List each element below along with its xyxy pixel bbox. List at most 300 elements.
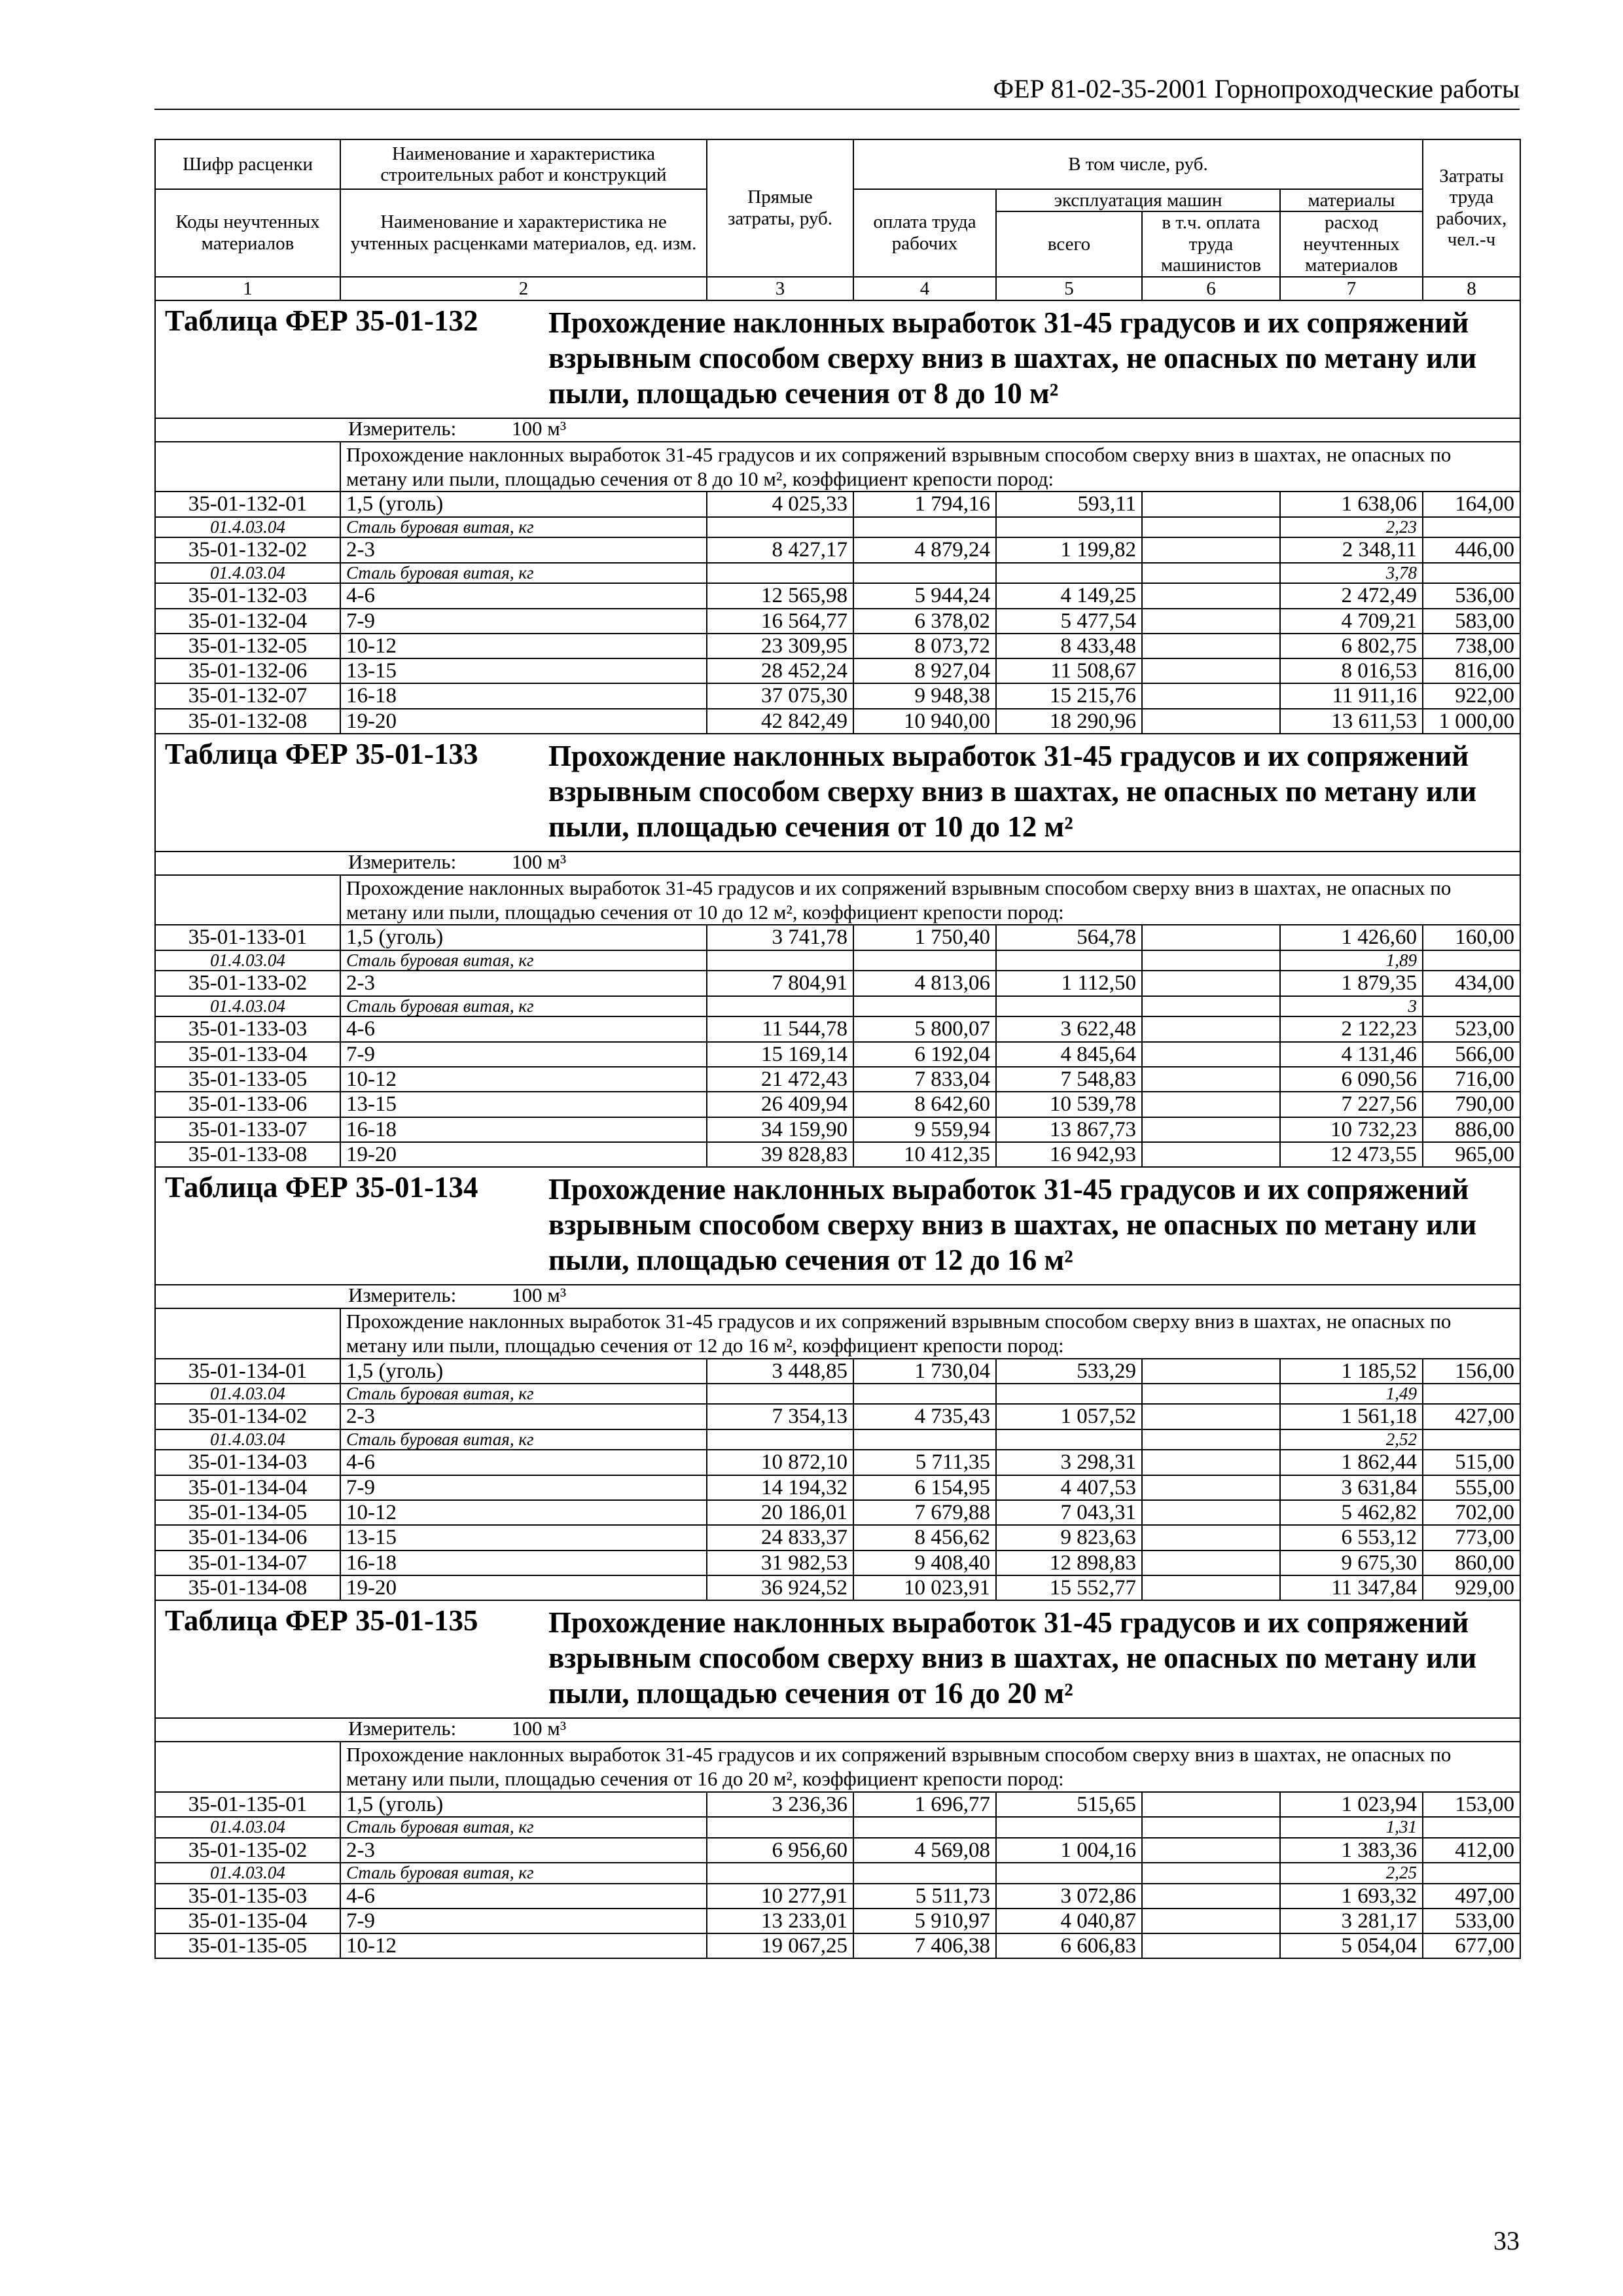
materials: 1 426,60 bbox=[1280, 925, 1423, 950]
empty-cell bbox=[707, 1817, 853, 1838]
material-code: 01.4.03.04 bbox=[155, 950, 340, 971]
machinist-pay bbox=[1142, 1909, 1280, 1933]
materials: 3 281,17 bbox=[1280, 1909, 1423, 1933]
table-title-box bbox=[161, 301, 1514, 418]
material-name: Сталь буровая витая, кг bbox=[340, 563, 707, 584]
col-header-machines-total: всего bbox=[996, 211, 1142, 276]
materials: 2 348,11 bbox=[1280, 537, 1423, 562]
rate-code: 35-01-134-05 bbox=[155, 1500, 340, 1525]
material-code: 01.4.03.04 bbox=[155, 563, 340, 584]
empty-cell bbox=[1423, 1863, 1520, 1884]
table-title-cell bbox=[155, 1167, 1520, 1285]
empty-cell bbox=[707, 1429, 853, 1450]
material-consumption: 1,49 bbox=[1280, 1384, 1423, 1405]
measurer-label: Измеритель: bbox=[348, 416, 457, 440]
material-name: Сталь буровая витая, кг bbox=[340, 1863, 707, 1884]
direct-costs: 34 159,90 bbox=[707, 1117, 853, 1142]
description-spacer bbox=[155, 1742, 340, 1791]
direct-costs: 13 233,01 bbox=[707, 1909, 853, 1933]
labor-hours: 702,00 bbox=[1423, 1500, 1520, 1525]
machinist-pay bbox=[1142, 1042, 1280, 1067]
worker-pay: 1 696,77 bbox=[853, 1792, 996, 1817]
direct-costs: 21 472,43 bbox=[707, 1067, 853, 1092]
machinist-pay bbox=[1142, 583, 1280, 608]
labor-hours: 412,00 bbox=[1423, 1838, 1520, 1863]
direct-costs: 10 872,10 bbox=[707, 1450, 853, 1475]
rate-code: 35-01-135-05 bbox=[155, 1933, 340, 1958]
rate-code: 35-01-132-05 bbox=[155, 634, 340, 658]
machinist-pay bbox=[1142, 658, 1280, 683]
running-header: ФЕР 81-02-35-2001 Горнопроходческие работы bbox=[993, 74, 1520, 103]
measurer-label: Измеритель: bbox=[348, 1283, 457, 1307]
materials: 6 553,12 bbox=[1280, 1525, 1423, 1550]
empty-cell bbox=[1423, 996, 1520, 1017]
work-name: 1,5 (уголь) bbox=[340, 925, 707, 950]
table-row bbox=[155, 537, 1520, 562]
machinist-pay bbox=[1142, 1092, 1280, 1117]
measurer-row bbox=[155, 1718, 1520, 1742]
table-title-cell bbox=[155, 300, 1520, 418]
measurer bbox=[161, 1719, 1514, 1741]
empty-cell bbox=[996, 1863, 1142, 1884]
measurer-row bbox=[155, 852, 1520, 875]
material-code: 01.4.03.04 bbox=[155, 517, 340, 538]
materials: 1 638,06 bbox=[1280, 492, 1423, 516]
measurer-label: Измеритель: bbox=[348, 1717, 457, 1740]
col-number: 6 bbox=[1142, 277, 1280, 300]
empty-cell bbox=[853, 517, 996, 538]
machines-total: 7 548,83 bbox=[996, 1067, 1142, 1092]
worker-pay: 5 711,35 bbox=[853, 1450, 996, 1475]
work-name: 4-6 bbox=[340, 1450, 707, 1475]
empty-cell bbox=[1142, 1817, 1280, 1838]
labor-hours: 790,00 bbox=[1423, 1092, 1520, 1117]
machines-total: 4 040,87 bbox=[996, 1909, 1142, 1933]
table-title: Прохождение наклонных выработок 31-45 градусов и их сопряжений взрывным способом сверху вниз в шахтах, не опасных по метану или пыли, площадью сечения от 8 до 10 м² bbox=[548, 306, 1477, 410]
header-rule bbox=[154, 109, 1520, 110]
work-description: Прохождение наклонных выработок 31-45 градусов и их сопряжений взрывным способом сверху вниз в шахтах, не опасных по метану или пыли, площадью сечения от 10 до 12 м², коэффициент крепости пород: bbox=[340, 875, 1520, 925]
machinist-pay bbox=[1142, 1884, 1280, 1909]
machinist-pay bbox=[1142, 683, 1280, 708]
work-name: 19-20 bbox=[340, 709, 707, 734]
rate-code: 35-01-134-03 bbox=[155, 1450, 340, 1475]
empty-cell bbox=[1142, 996, 1280, 1017]
material-consumption: 2,23 bbox=[1280, 517, 1423, 538]
col-number: 8 bbox=[1423, 277, 1520, 300]
materials: 1 862,44 bbox=[1280, 1450, 1423, 1475]
rate-code: 35-01-135-02 bbox=[155, 1838, 340, 1863]
table-row bbox=[155, 1909, 1520, 1933]
work-name: 2-3 bbox=[340, 1838, 707, 1863]
rate-code: 35-01-134-08 bbox=[155, 1575, 340, 1600]
table-row bbox=[155, 1404, 1520, 1429]
worker-pay: 10 940,00 bbox=[853, 709, 996, 734]
worker-pay: 1 730,04 bbox=[853, 1359, 996, 1384]
worker-pay: 5 511,73 bbox=[853, 1884, 996, 1909]
table-title: Прохождение наклонных выработок 31-45 градусов и их сопряжений взрывным способом сверху вниз в шахтах, не опасных по метану или пыли, площадью сечения от 16 до 20 м² bbox=[548, 1606, 1477, 1710]
table-row bbox=[155, 709, 1520, 734]
rate-code: 35-01-132-01 bbox=[155, 492, 340, 516]
material-subrow bbox=[155, 996, 1520, 1017]
material-consumption: 2,52 bbox=[1280, 1429, 1423, 1450]
machines-total: 3 072,86 bbox=[996, 1884, 1142, 1909]
labor-hours: 860,00 bbox=[1423, 1551, 1520, 1575]
labor-hours: 965,00 bbox=[1423, 1142, 1520, 1167]
machinist-pay bbox=[1142, 925, 1280, 950]
machines-total: 16 942,93 bbox=[996, 1142, 1142, 1167]
col-header-machines: эксплуатация машин bbox=[996, 189, 1280, 211]
work-name: 1,5 (уголь) bbox=[340, 492, 707, 516]
machines-total: 18 290,96 bbox=[996, 709, 1142, 734]
table-row bbox=[155, 925, 1520, 950]
labor-hours: 583,00 bbox=[1423, 609, 1520, 634]
work-name: 10-12 bbox=[340, 634, 707, 658]
empty-cell bbox=[1423, 1817, 1520, 1838]
machines-total: 1 004,16 bbox=[996, 1838, 1142, 1863]
work-description: Прохождение наклонных выработок 31-45 градусов и их сопряжений взрывным способом сверху вниз в шахтах, не опасных по метану или пыли, площадью сечения от 16 до 20 м², коэффициент крепости пород: bbox=[340, 1742, 1520, 1791]
work-name: 16-18 bbox=[340, 1551, 707, 1575]
table-row bbox=[155, 609, 1520, 634]
machinist-pay bbox=[1142, 1500, 1280, 1525]
measurer-unit: 100 м³ bbox=[512, 850, 567, 873]
measurer bbox=[161, 852, 1514, 874]
rate-code: 35-01-133-04 bbox=[155, 1042, 340, 1067]
worker-pay: 9 948,38 bbox=[853, 683, 996, 708]
col-header-materials: материалы bbox=[1280, 189, 1423, 211]
direct-costs: 16 564,77 bbox=[707, 609, 853, 634]
direct-costs: 10 277,91 bbox=[707, 1884, 853, 1909]
table-title-cell bbox=[155, 734, 1520, 852]
worker-pay: 9 559,94 bbox=[853, 1117, 996, 1142]
empty-cell bbox=[1423, 1384, 1520, 1405]
col-header-direct-costs: Прямые затраты, руб. bbox=[707, 139, 853, 277]
labor-hours: 555,00 bbox=[1423, 1475, 1520, 1500]
material-consumption: 3 bbox=[1280, 996, 1423, 1017]
machinist-pay bbox=[1142, 1016, 1280, 1041]
machines-total: 13 867,73 bbox=[996, 1117, 1142, 1142]
direct-costs: 19 067,25 bbox=[707, 1933, 853, 1958]
direct-costs: 26 409,94 bbox=[707, 1092, 853, 1117]
machinist-pay bbox=[1142, 971, 1280, 996]
machines-total: 6 606,83 bbox=[996, 1933, 1142, 1958]
machines-total: 564,78 bbox=[996, 925, 1142, 950]
worker-pay: 8 456,62 bbox=[853, 1525, 996, 1550]
direct-costs: 15 169,14 bbox=[707, 1042, 853, 1067]
direct-costs: 7 804,91 bbox=[707, 971, 853, 996]
table-title-row bbox=[155, 300, 1520, 418]
machines-total: 593,11 bbox=[996, 492, 1142, 516]
direct-costs: 6 956,60 bbox=[707, 1838, 853, 1863]
rate-code: 35-01-133-01 bbox=[155, 925, 340, 950]
worker-pay: 1 750,40 bbox=[853, 925, 996, 950]
rate-code: 35-01-132-07 bbox=[155, 683, 340, 708]
table-row bbox=[155, 683, 1520, 708]
worker-pay: 7 833,04 bbox=[853, 1067, 996, 1092]
rate-code: 35-01-132-03 bbox=[155, 583, 340, 608]
worker-pay: 5 944,24 bbox=[853, 583, 996, 608]
machinist-pay bbox=[1142, 1551, 1280, 1575]
direct-costs: 7 354,13 bbox=[707, 1404, 853, 1429]
material-code: 01.4.03.04 bbox=[155, 996, 340, 1017]
machinist-pay bbox=[1142, 1067, 1280, 1092]
worker-pay: 7 406,38 bbox=[853, 1933, 996, 1958]
worker-pay: 6 154,95 bbox=[853, 1475, 996, 1500]
page-number: 33 bbox=[1493, 2226, 1520, 2255]
material-consumption: 1,89 bbox=[1280, 950, 1423, 971]
col-number: 4 bbox=[853, 277, 996, 300]
material-name: Сталь буровая витая, кг bbox=[340, 1817, 707, 1838]
table-title-row bbox=[155, 1600, 1520, 1718]
empty-cell bbox=[853, 563, 996, 584]
labor-hours: 164,00 bbox=[1423, 492, 1520, 516]
empty-cell bbox=[1423, 950, 1520, 971]
table-row bbox=[155, 1575, 1520, 1600]
table-row bbox=[155, 1092, 1520, 1117]
work-name: 16-18 bbox=[340, 1117, 707, 1142]
direct-costs: 42 842,49 bbox=[707, 709, 853, 734]
direct-costs: 4 025,33 bbox=[707, 492, 853, 516]
rate-code: 35-01-133-08 bbox=[155, 1142, 340, 1167]
machines-total: 12 898,83 bbox=[996, 1551, 1142, 1575]
empty-cell bbox=[1142, 563, 1280, 584]
table-row bbox=[155, 1884, 1520, 1909]
empty-cell bbox=[853, 1817, 996, 1838]
description-row bbox=[155, 1742, 1520, 1791]
machinist-pay bbox=[1142, 1404, 1280, 1429]
labor-hours: 886,00 bbox=[1423, 1117, 1520, 1142]
machinist-pay bbox=[1142, 1475, 1280, 1500]
table-row bbox=[155, 1042, 1520, 1067]
table-row bbox=[155, 1067, 1520, 1092]
table-title-cell bbox=[155, 1600, 1520, 1718]
col-header-code: Шифр расценки bbox=[155, 139, 340, 189]
table-row bbox=[155, 658, 1520, 683]
work-name: 2-3 bbox=[340, 537, 707, 562]
direct-costs: 37 075,30 bbox=[707, 683, 853, 708]
description-spacer bbox=[155, 1308, 340, 1358]
material-subrow bbox=[155, 950, 1520, 971]
materials: 4 131,46 bbox=[1280, 1042, 1423, 1067]
table-number: Таблица ФЕР 35-01-135 bbox=[165, 1604, 478, 1638]
empty-cell bbox=[853, 996, 996, 1017]
empty-cell bbox=[996, 1429, 1142, 1450]
measurer-cell bbox=[155, 418, 1520, 442]
direct-costs: 20 186,01 bbox=[707, 1500, 853, 1525]
materials: 11 347,84 bbox=[1280, 1575, 1423, 1600]
work-name: 19-20 bbox=[340, 1575, 707, 1600]
labor-hours: 1 000,00 bbox=[1423, 709, 1520, 734]
table-row bbox=[155, 1475, 1520, 1500]
machines-total: 4 407,53 bbox=[996, 1475, 1142, 1500]
col-number: 1 bbox=[155, 277, 340, 300]
machines-total: 10 539,78 bbox=[996, 1092, 1142, 1117]
worker-pay: 8 927,04 bbox=[853, 658, 996, 683]
machines-total: 7 043,31 bbox=[996, 1500, 1142, 1525]
materials: 1 879,35 bbox=[1280, 971, 1423, 996]
labor-hours: 738,00 bbox=[1423, 634, 1520, 658]
col-header-material-names: Наименование и характеристика не учтенных расценками материалов, ед. изм. bbox=[340, 189, 707, 277]
labor-hours: 515,00 bbox=[1423, 1450, 1520, 1475]
material-consumption: 1,31 bbox=[1280, 1817, 1423, 1838]
worker-pay: 5 800,07 bbox=[853, 1016, 996, 1041]
col-header-labor-hours: Затраты труда рабочих, чел.-ч bbox=[1423, 139, 1520, 277]
labor-hours: 566,00 bbox=[1423, 1042, 1520, 1067]
machinist-pay bbox=[1142, 1933, 1280, 1958]
work-name: 19-20 bbox=[340, 1142, 707, 1167]
material-consumption: 3,78 bbox=[1280, 563, 1423, 584]
material-code: 01.4.03.04 bbox=[155, 1384, 340, 1405]
col-header-material-codes: Коды неучтенных материалов bbox=[155, 189, 340, 277]
worker-pay: 7 679,88 bbox=[853, 1500, 996, 1525]
measurer-cell bbox=[155, 852, 1520, 875]
table-row bbox=[155, 1117, 1520, 1142]
table-number: Таблица ФЕР 35-01-134 bbox=[165, 1171, 478, 1204]
labor-hours: 536,00 bbox=[1423, 583, 1520, 608]
materials: 5 054,04 bbox=[1280, 1933, 1423, 1958]
work-name: 2-3 bbox=[340, 1404, 707, 1429]
material-code: 01.4.03.04 bbox=[155, 1863, 340, 1884]
description-row bbox=[155, 442, 1520, 492]
rate-code: 35-01-134-01 bbox=[155, 1359, 340, 1384]
labor-hours: 816,00 bbox=[1423, 658, 1520, 683]
table-row bbox=[155, 1525, 1520, 1550]
materials: 13 611,53 bbox=[1280, 709, 1423, 734]
measurer-unit: 100 м³ bbox=[512, 1717, 567, 1740]
table-title-row bbox=[155, 734, 1520, 852]
labor-hours: 922,00 bbox=[1423, 683, 1520, 708]
rate-code: 35-01-135-01 bbox=[155, 1792, 340, 1817]
materials: 2 122,23 bbox=[1280, 1016, 1423, 1041]
work-name: 4-6 bbox=[340, 1016, 707, 1041]
work-name: 13-15 bbox=[340, 1525, 707, 1550]
empty-cell bbox=[853, 1384, 996, 1405]
col-header-included: В том числе, руб. bbox=[853, 139, 1423, 189]
materials: 6 802,75 bbox=[1280, 634, 1423, 658]
direct-costs: 36 924,52 bbox=[707, 1575, 853, 1600]
table-title-box bbox=[161, 734, 1514, 851]
direct-costs: 12 565,98 bbox=[707, 583, 853, 608]
empty-cell bbox=[707, 517, 853, 538]
work-name: 10-12 bbox=[340, 1067, 707, 1092]
worker-pay: 4 813,06 bbox=[853, 971, 996, 996]
worker-pay: 6 192,04 bbox=[853, 1042, 996, 1067]
description-spacer bbox=[155, 442, 340, 492]
machinist-pay bbox=[1142, 709, 1280, 734]
material-name: Сталь буровая витая, кг bbox=[340, 517, 707, 538]
labor-hours: 523,00 bbox=[1423, 1016, 1520, 1041]
col-number: 7 bbox=[1280, 277, 1423, 300]
col-header-worker-pay: оплата труда рабочих bbox=[853, 189, 996, 277]
material-consumption: 2,25 bbox=[1280, 1863, 1423, 1884]
worker-pay: 4 569,08 bbox=[853, 1838, 996, 1863]
empty-cell bbox=[996, 517, 1142, 538]
labor-hours: 497,00 bbox=[1423, 1884, 1520, 1909]
work-description: Прохождение наклонных выработок 31-45 градусов и их сопряжений взрывным способом сверху вниз в шахтах, не опасных по метану или пыли, площадью сечения от 8 до 10 м², коэффициент крепости пород: bbox=[340, 442, 1520, 492]
material-code: 01.4.03.04 bbox=[155, 1817, 340, 1838]
worker-pay: 4 735,43 bbox=[853, 1404, 996, 1429]
table-row bbox=[155, 634, 1520, 658]
rate-code: 35-01-134-04 bbox=[155, 1475, 340, 1500]
work-name: 10-12 bbox=[340, 1500, 707, 1525]
table-title-row bbox=[155, 1167, 1520, 1285]
measurer-cell bbox=[155, 1285, 1520, 1308]
empty-cell bbox=[1423, 1429, 1520, 1450]
materials: 7 227,56 bbox=[1280, 1092, 1423, 1117]
empty-cell bbox=[1142, 1429, 1280, 1450]
empty-cell bbox=[1142, 1384, 1280, 1405]
rate-code: 35-01-132-06 bbox=[155, 658, 340, 683]
direct-costs: 8 427,17 bbox=[707, 537, 853, 562]
materials: 1 561,18 bbox=[1280, 1404, 1423, 1429]
price-table bbox=[154, 139, 1521, 1959]
machines-total: 1 199,82 bbox=[996, 537, 1142, 562]
material-subrow bbox=[155, 1817, 1520, 1838]
material-code: 01.4.03.04 bbox=[155, 1429, 340, 1450]
measurer-row bbox=[155, 1285, 1520, 1308]
direct-costs: 3 236,36 bbox=[707, 1792, 853, 1817]
labor-hours: 446,00 bbox=[1423, 537, 1520, 562]
material-subrow bbox=[155, 563, 1520, 584]
empty-cell bbox=[1142, 517, 1280, 538]
direct-costs: 3 741,78 bbox=[707, 925, 853, 950]
table-row bbox=[155, 1500, 1520, 1525]
direct-costs: 11 544,78 bbox=[707, 1016, 853, 1041]
empty-cell bbox=[1423, 563, 1520, 584]
material-name: Сталь буровая витая, кг bbox=[340, 1429, 707, 1450]
table-row bbox=[155, 583, 1520, 608]
machinist-pay bbox=[1142, 1838, 1280, 1863]
rate-code: 35-01-133-02 bbox=[155, 971, 340, 996]
machines-total: 15 215,76 bbox=[996, 683, 1142, 708]
work-name: 16-18 bbox=[340, 683, 707, 708]
worker-pay: 6 378,02 bbox=[853, 609, 996, 634]
machinist-pay bbox=[1142, 1117, 1280, 1142]
table-row bbox=[155, 1792, 1520, 1817]
materials: 4 709,21 bbox=[1280, 609, 1423, 634]
machinist-pay bbox=[1142, 537, 1280, 562]
measurer bbox=[161, 416, 1514, 441]
measurer-label: Измеритель: bbox=[348, 850, 457, 873]
machinist-pay bbox=[1142, 609, 1280, 634]
rate-code: 35-01-135-03 bbox=[155, 1884, 340, 1909]
measurer-cell bbox=[155, 1718, 1520, 1742]
machinist-pay bbox=[1142, 1142, 1280, 1167]
work-name: 13-15 bbox=[340, 658, 707, 683]
table-row bbox=[155, 1933, 1520, 1958]
material-name: Сталь буровая витая, кг bbox=[340, 996, 707, 1017]
empty-cell bbox=[707, 996, 853, 1017]
material-name: Сталь буровая витая, кг bbox=[340, 950, 707, 971]
measurer-unit: 100 м³ bbox=[512, 416, 567, 440]
measurer-row bbox=[155, 418, 1520, 442]
machines-total: 8 433,48 bbox=[996, 634, 1142, 658]
machines-total: 9 823,63 bbox=[996, 1525, 1142, 1550]
labor-hours: 434,00 bbox=[1423, 971, 1520, 996]
direct-costs: 24 833,37 bbox=[707, 1525, 853, 1550]
machinist-pay bbox=[1142, 1792, 1280, 1817]
measurer bbox=[161, 1285, 1514, 1308]
materials: 1 383,36 bbox=[1280, 1838, 1423, 1863]
empty-cell bbox=[996, 950, 1142, 971]
material-subrow bbox=[155, 1863, 1520, 1884]
table-row bbox=[155, 1551, 1520, 1575]
work-name: 7-9 bbox=[340, 1909, 707, 1933]
table-row bbox=[155, 1838, 1520, 1863]
table-row bbox=[155, 492, 1520, 516]
materials: 3 631,84 bbox=[1280, 1475, 1423, 1500]
empty-cell bbox=[996, 563, 1142, 584]
machinist-pay bbox=[1142, 1359, 1280, 1384]
